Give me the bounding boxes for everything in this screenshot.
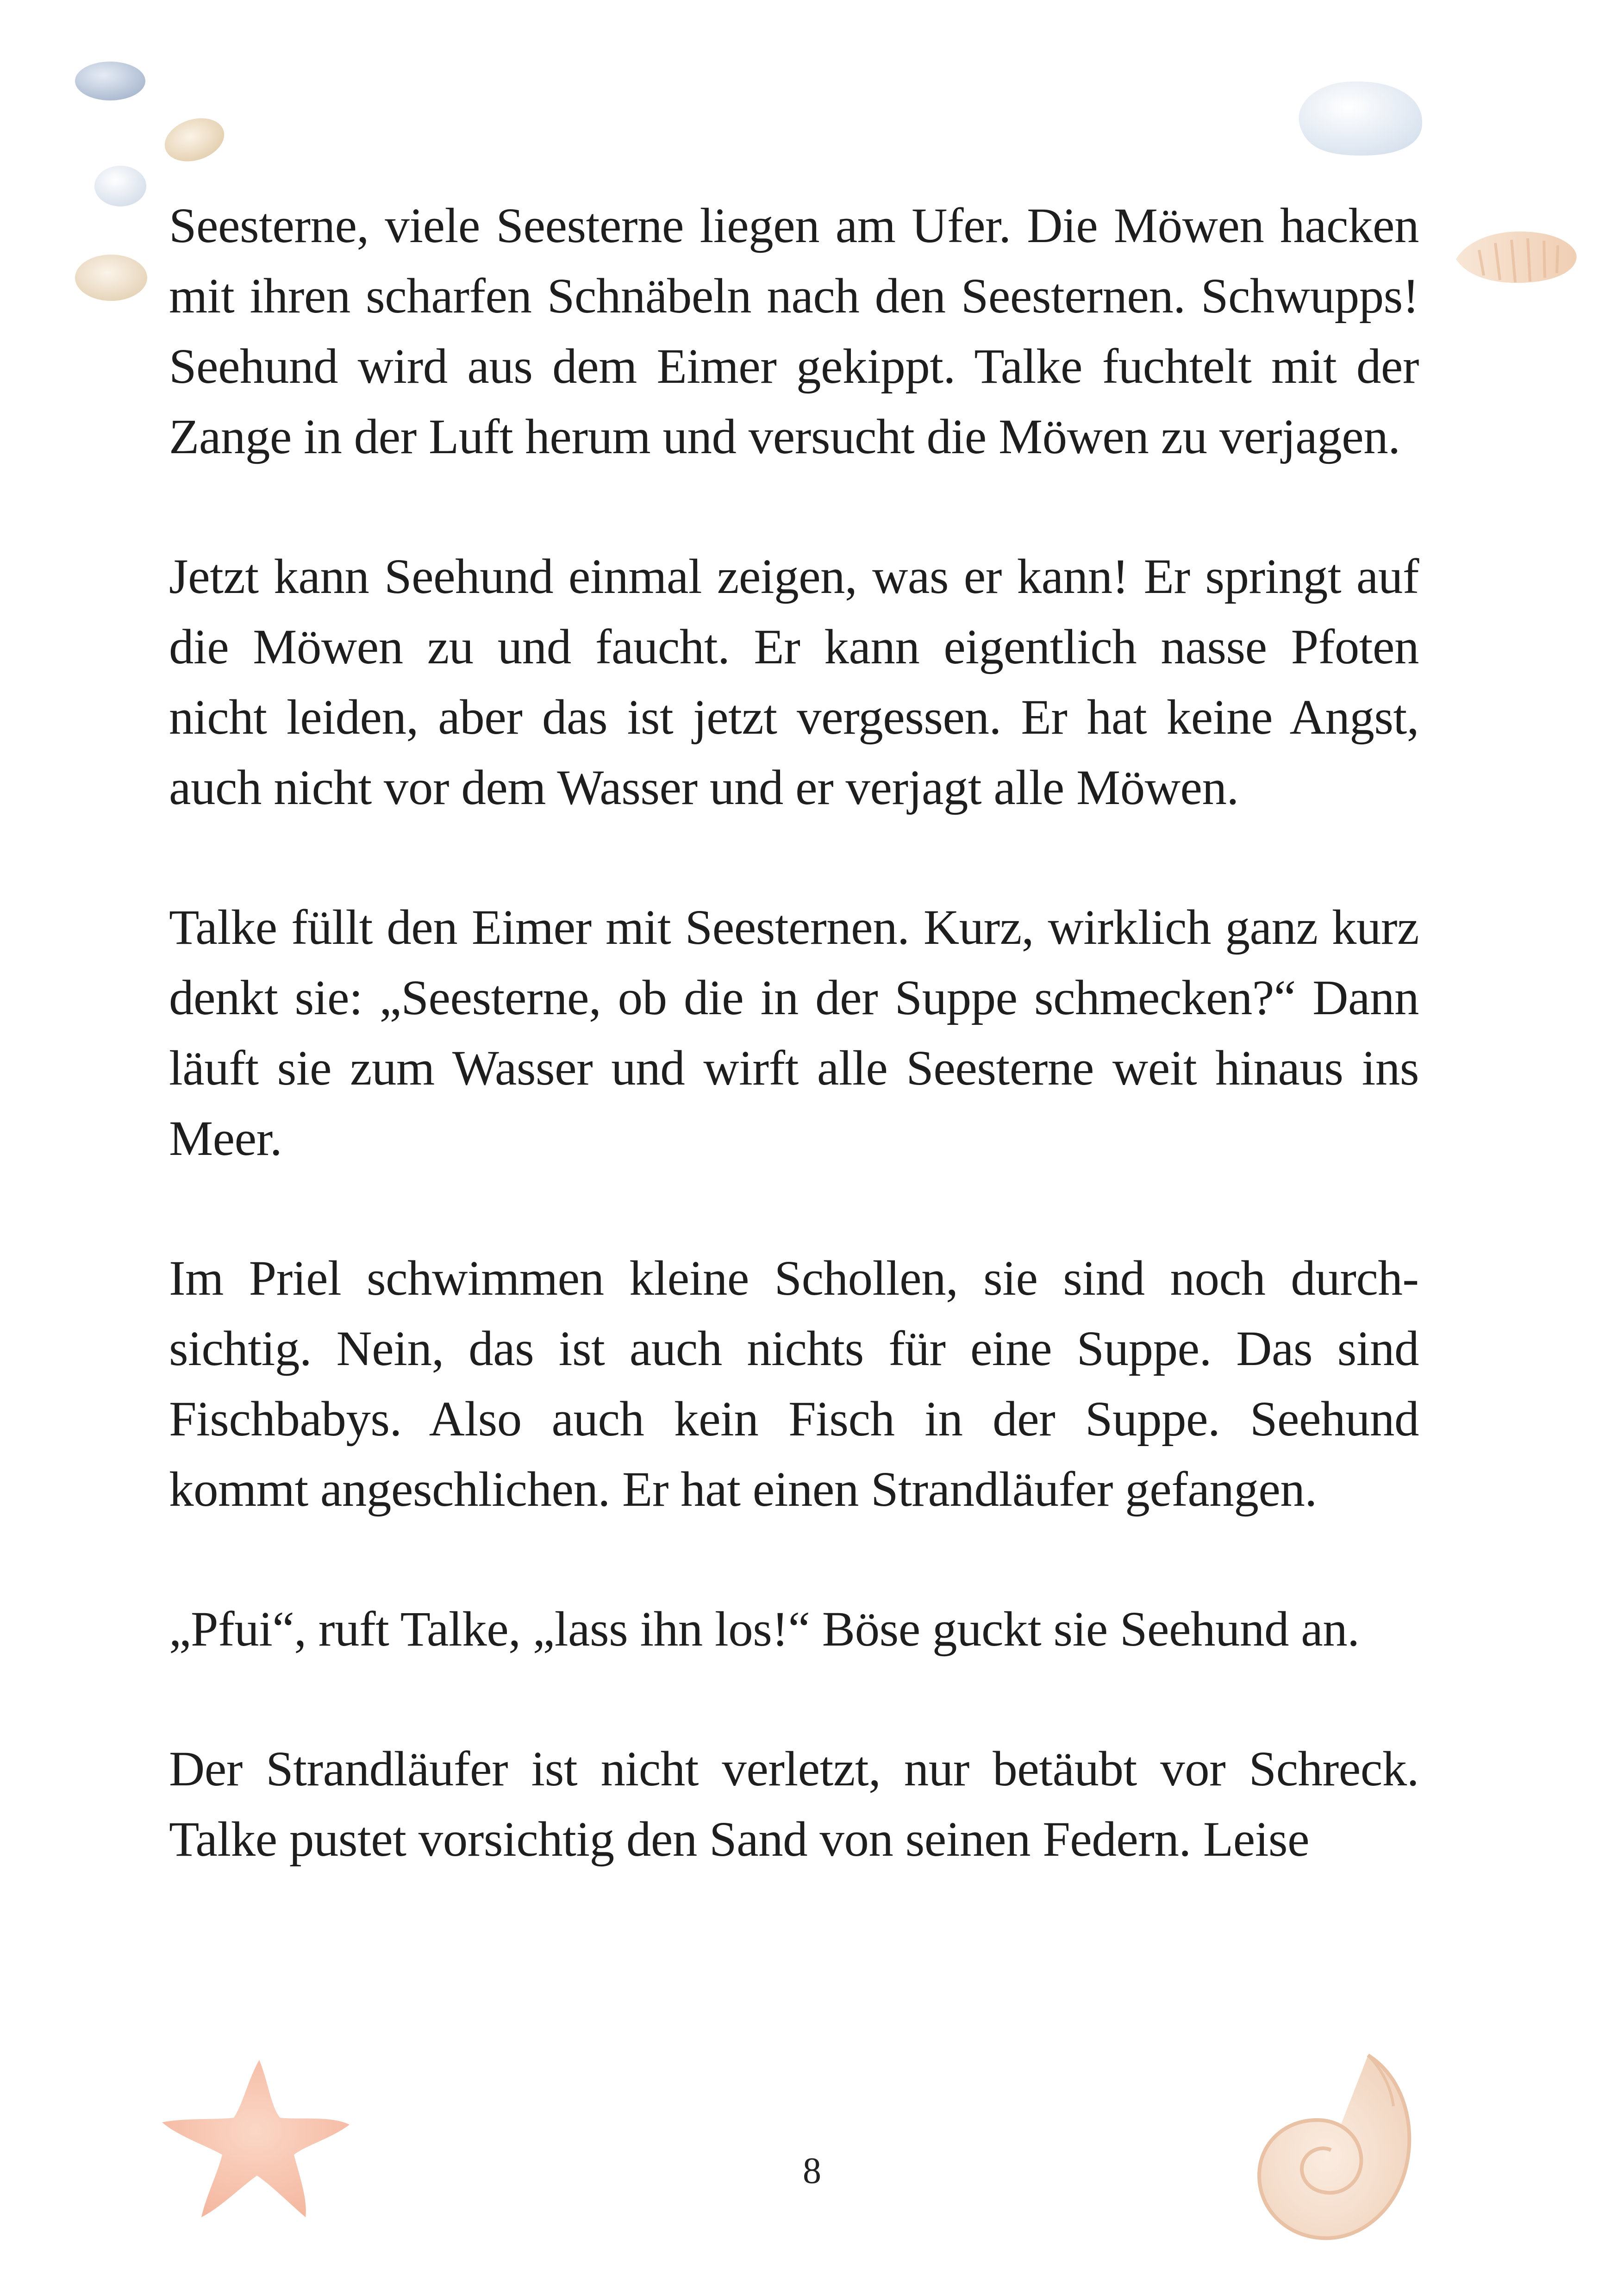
page-body-text (169, 191, 1419, 1875)
pebble-sand-icon (162, 116, 227, 164)
pebble-sand-icon (73, 252, 150, 303)
paragraph: Der Strandläufer ist nicht verletzt, nur betäubt vor Schreck. Talke pustet vorsichtig den Sand von seinen Federn. Leise (169, 1742, 1419, 1867)
shell-icon (1451, 222, 1581, 292)
paragraph: Talke füllt den Eimer mit Seesternen. Kurz, wirklich ganz kurz denkt sie: „Seesterne, ob die in der Suppe schmecken?“ Dann läuft sie zum Wasser und wirft alle Seesterne weit hinaus ins Meer. (169, 900, 1419, 1166)
page-number: 8 (803, 2151, 821, 2191)
pebble-blue-icon (73, 59, 147, 103)
starfish-icon (160, 2055, 354, 2222)
paragraph: Im Priel schwimmen kleine Schollen, sie sind noch durchsichtig. Nein, das ist auch nichts für eine Suppe. Das sind Fischbabys. Also auch kein Fisch in der Suppe. Seehund kommt angeschlichen. Er hat einen Strandläufer gefangen. (169, 1251, 1419, 1517)
paragraph: Jetzt kann Seehund einmal zeigen, was er kann! Er springt auf die Möwen zu und faucht. Er kann eigentlich nasse Pfoten nicht leiden, aber das ist jetzt vergessen. Er hat keine Angst, auch nicht vor dem Wasser und er verjagt alle Möwen. (169, 549, 1419, 815)
pebble-white-icon (1292, 78, 1426, 159)
pebble-white-icon (93, 164, 148, 208)
paragraph: „Pfui“, ruft Talke, „lass ihn los!“ Böse guckt sie Seehund an. (169, 1602, 1360, 1657)
paragraph: Seesterne, viele Seesterne liegen am Ufer. Die Möwen hacken mit ihren scharfen Schnäbeln nach den Seesternen. Schwupps! Seehund wird aus dem Eimer gekippt. Talke fuchtelt mit der Zange in der Luft herum und versucht die Möwen zu verjagen. (169, 199, 1419, 464)
